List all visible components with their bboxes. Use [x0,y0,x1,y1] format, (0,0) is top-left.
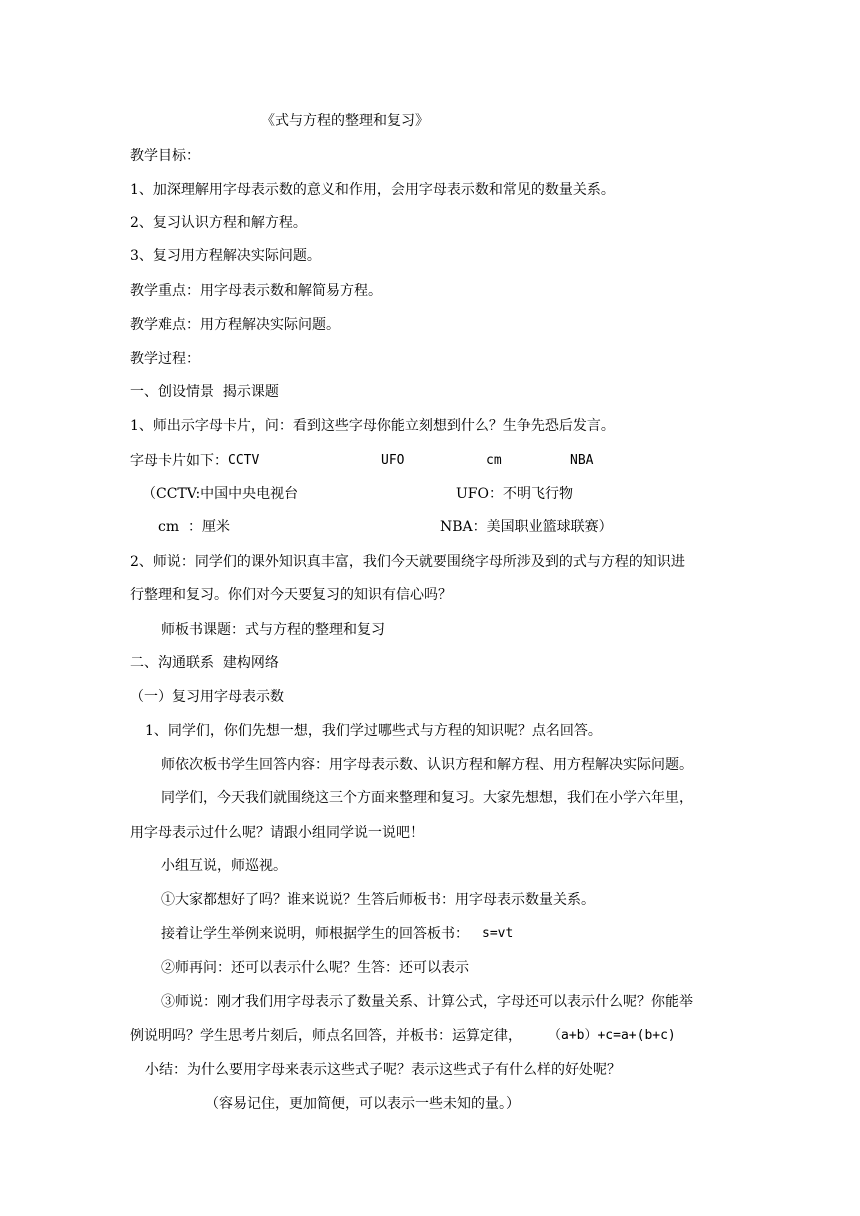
card-meaning-cctv: （CCTV:中国中央电视台 [142,486,299,502]
section-1-item-2-line-1: 2、师说：同学们的课外知识真丰富，我们今天就要围绕字母所涉及到的式与方程的知识进 [130,554,685,570]
objective-2: 2、复习认识方程和解方程。 [130,215,307,231]
objective-3: 3、复习用方程解决实际问题。 [130,248,321,264]
objectives-heading: 教学目标： [130,148,200,164]
section-1-item-1: 1、师出示字母卡片，问：看到这些字母你能立刻想到什么？生争先恐后发言。 [130,418,615,434]
paragraph-today-line-1: 同学们，今天我们就围绕这三个方面来整理和复习。大家先想想，我们在小学六年里， [161,790,693,806]
card-meaning-ufo: UFO：不明飞行物 [456,486,573,502]
key-point: 教学重点：用字母表示数和解简易方程。 [130,283,382,299]
paragraph-step-3-line-2-text: 例说明吗？学生思考片刻后，师点名回答，并板书：运算定律， [130,1028,522,1044]
paragraph-step-3-line-1: ③师说：刚才我们用字母表示了数量关系、计算公式，字母还可以表示什么呢？你能举 [161,994,693,1010]
paragraph-step-3-formula: （a+b）+c=a+(b+c) [548,1028,676,1043]
card-cm: cm [486,453,502,468]
paragraph-summary-answer: （容易记住，更加简便，可以表示一些未知的量。） [205,1096,520,1112]
card-meaning-cm: cm ：厘米 [158,519,231,535]
document-title: 《式与方程的整理和复习》 [261,113,429,129]
paragraph-step-1: ①大家都想好了吗？谁来说说？生答后师板书：用字母表示数量关系。 [161,892,595,908]
paragraph-board-answers: 师依次板书学生回答内容：用字母表示数、认识方程和解方程、用方程解决实际问题。 [161,757,693,773]
subsection-heading-1: （一）复习用字母表示数 [130,689,284,705]
process-heading: 教学过程： [130,351,200,367]
card-ufo: UFO [381,453,405,468]
board-title: 师板书课题：式与方程的整理和复习 [161,622,385,638]
paragraph-example-text: 接着让学生举例来说明，师根据学生的回答板书： [161,926,469,942]
paragraph-example-formula: s=vt [482,926,514,941]
section-heading-2: 二、沟通联系 建构网络 [130,655,279,671]
paragraph-step-2: ②师再问：还可以表示什么呢？生答：还可以表示 [161,960,469,976]
section-2-item-1: 1、同学们，你们先想一想，我们学过哪些式与方程的知识呢？点名回答。 [145,723,602,739]
section-1-item-2-line-2: 行整理和复习。你们对今天要复习的知识有信心吗？ [130,587,452,603]
difficult-point: 教学难点：用方程解决实际问题。 [130,317,340,333]
cards-label: 字母卡片如下： [130,453,228,469]
paragraph-summary: 小结：为什么要用字母来表示这些式子呢？表示这些式子有什么样的好处呢？ [145,1062,621,1078]
card-cctv: CCTV [228,453,260,468]
card-nba: NBA [570,453,594,468]
paragraph-today-line-2: 用字母表示过什么呢？请跟小组同学说一说吧！ [130,825,424,841]
section-heading-1: 一、创设情景 揭示课题 [130,384,279,400]
objective-1: 1、加深理解用字母表示数的意义和作用，会用字母表示数和常见的数量关系。 [130,182,615,198]
card-meaning-nba: NBA：美国职业篮球联赛） [440,519,613,535]
paragraph-group: 小组互说，师巡视。 [161,858,287,874]
